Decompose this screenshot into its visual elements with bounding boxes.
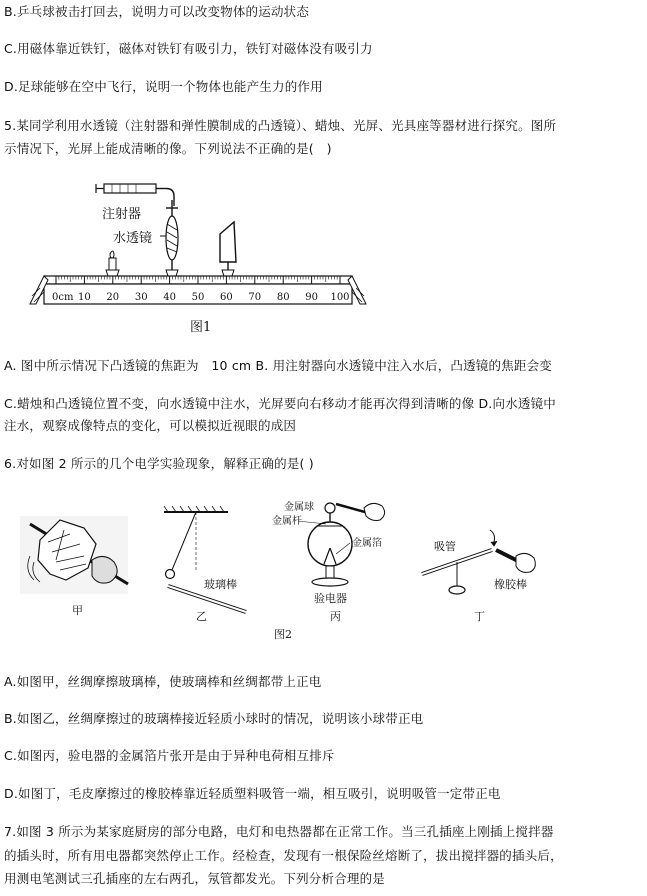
syringe-icon [96,184,174,206]
ruler-label: 70 [248,292,262,303]
option-b-q6: B.如图乙，丝绸摩擦过的玻璃棒接近轻质小球时的情况，说明该小球带正电 [4,711,424,726]
electroscope-label: 验电器 [314,592,347,605]
ruler-label: 0cm [52,292,74,303]
question-7-line3: 用测电笔测试三孔插座的左右两孔，氖管都发光。下列分析合理的是 [4,871,386,886]
option-a-q6: A.如图甲，丝绸摩擦玻璃棒，使玻璃棒和丝绸都带上正电 [4,674,322,689]
question-5-line2: 示情况下，光屏上能成清晰的像。下列说法不正确的是( ) [4,141,332,156]
question-7-line1: 7.如图 3 所示为某家庭厨房的部分电路，电灯和电热器都在正常工作。当三孔插座上刚插上搅拌器 [4,824,554,839]
ruler-label: 20 [106,292,120,303]
option-b-q4: B.乒乓球被击打回去，说明力可以改变物体的运动状态 [4,4,310,19]
figure-1-optical-bench [0,0,647,340]
figure-2-electric-experiments [0,490,647,660]
candle-icon [106,251,119,276]
ruler-label: 10 [78,292,91,303]
sub-label-jia: 甲 [72,604,83,617]
suspended-ball-icon [164,506,246,612]
question-5-line1: 5.某同学利用水透镜（注射器和弹性膜制成的凸透镜）、蜡烛、光屏、光具座等器材进行探究。图所 [4,118,557,133]
sub-label-ding: 丁 [474,610,485,623]
figure-2-caption: 图2 [274,628,292,641]
water-lens-icon [166,200,178,276]
syringe-label: 注射器 [102,207,142,222]
ruler-label: 80 [276,292,290,303]
sub-label-yi: 乙 [196,610,207,623]
glass-rod-label: 玻璃棒 [204,578,237,591]
ruler-label: 50 [191,292,205,303]
rubber-rod-label: 橡胶棒 [494,578,527,591]
option-a-b-q5: A. 图中所示情况下凸透镜的焦距为 10 cm B. 用注射器向水透镜中注入水后，凸透镜的焦距会变 [4,358,553,373]
option-c-q6: C.如图丙，验电器的金属箔片张开是由于异种电荷相互排斥 [4,748,335,763]
metal-foil-label: 金属箔 [352,538,382,549]
ruler-label: 100 [330,292,350,303]
option-d-q5-cont: 注水，观察成像特点的变化，可以模拟近视眼的成因 [4,418,297,433]
metal-rod-label: 金属杆 [272,516,302,527]
figure-1-caption: 图1 [190,320,212,335]
option-d-q6: D.如图丁，毛皮摩擦过的橡胶棒靠近轻质塑料吸管一端，相互吸引，说明吸管一定带正电 [4,786,501,801]
ruler-label: 30 [134,292,148,303]
option-c-d-q5: C.蜡烛和凸透镜位置不变，向水透镜中注水，光屏要向右移动才能再次得到清晰的像 D.向水透镜中 [4,396,556,411]
option-d-q4: D.足球能够在空中飞行，说明一个物体也能产生力的作用 [4,79,323,94]
question-7-line2: 的插头时，所有用电器都突然停止工作。经检查，发现有一根保险丝熔断了，拔出搅拌器的插头后， [4,848,563,863]
ruler-label: 40 [163,292,176,303]
straw-label: 吸管 [434,540,456,553]
sub-label-bing: 丙 [330,610,341,623]
metal-ball-label: 金属球 [284,502,314,513]
option-c-q4: C.用磁体靠近铁钉，磁体对铁钉有吸引力，铁钉对磁体没有吸引力 [4,41,373,56]
question-6: 6.对如图 2 所示的几个电学实验现象，解释正确的是( ) [4,456,314,471]
water-lens-label: 水透镜 [113,231,153,246]
light-screen-icon [220,222,236,276]
ruler-label: 90 [305,292,318,303]
ruler-label: 60 [220,292,233,303]
silk-rubbing-rod-icon [20,516,128,594]
